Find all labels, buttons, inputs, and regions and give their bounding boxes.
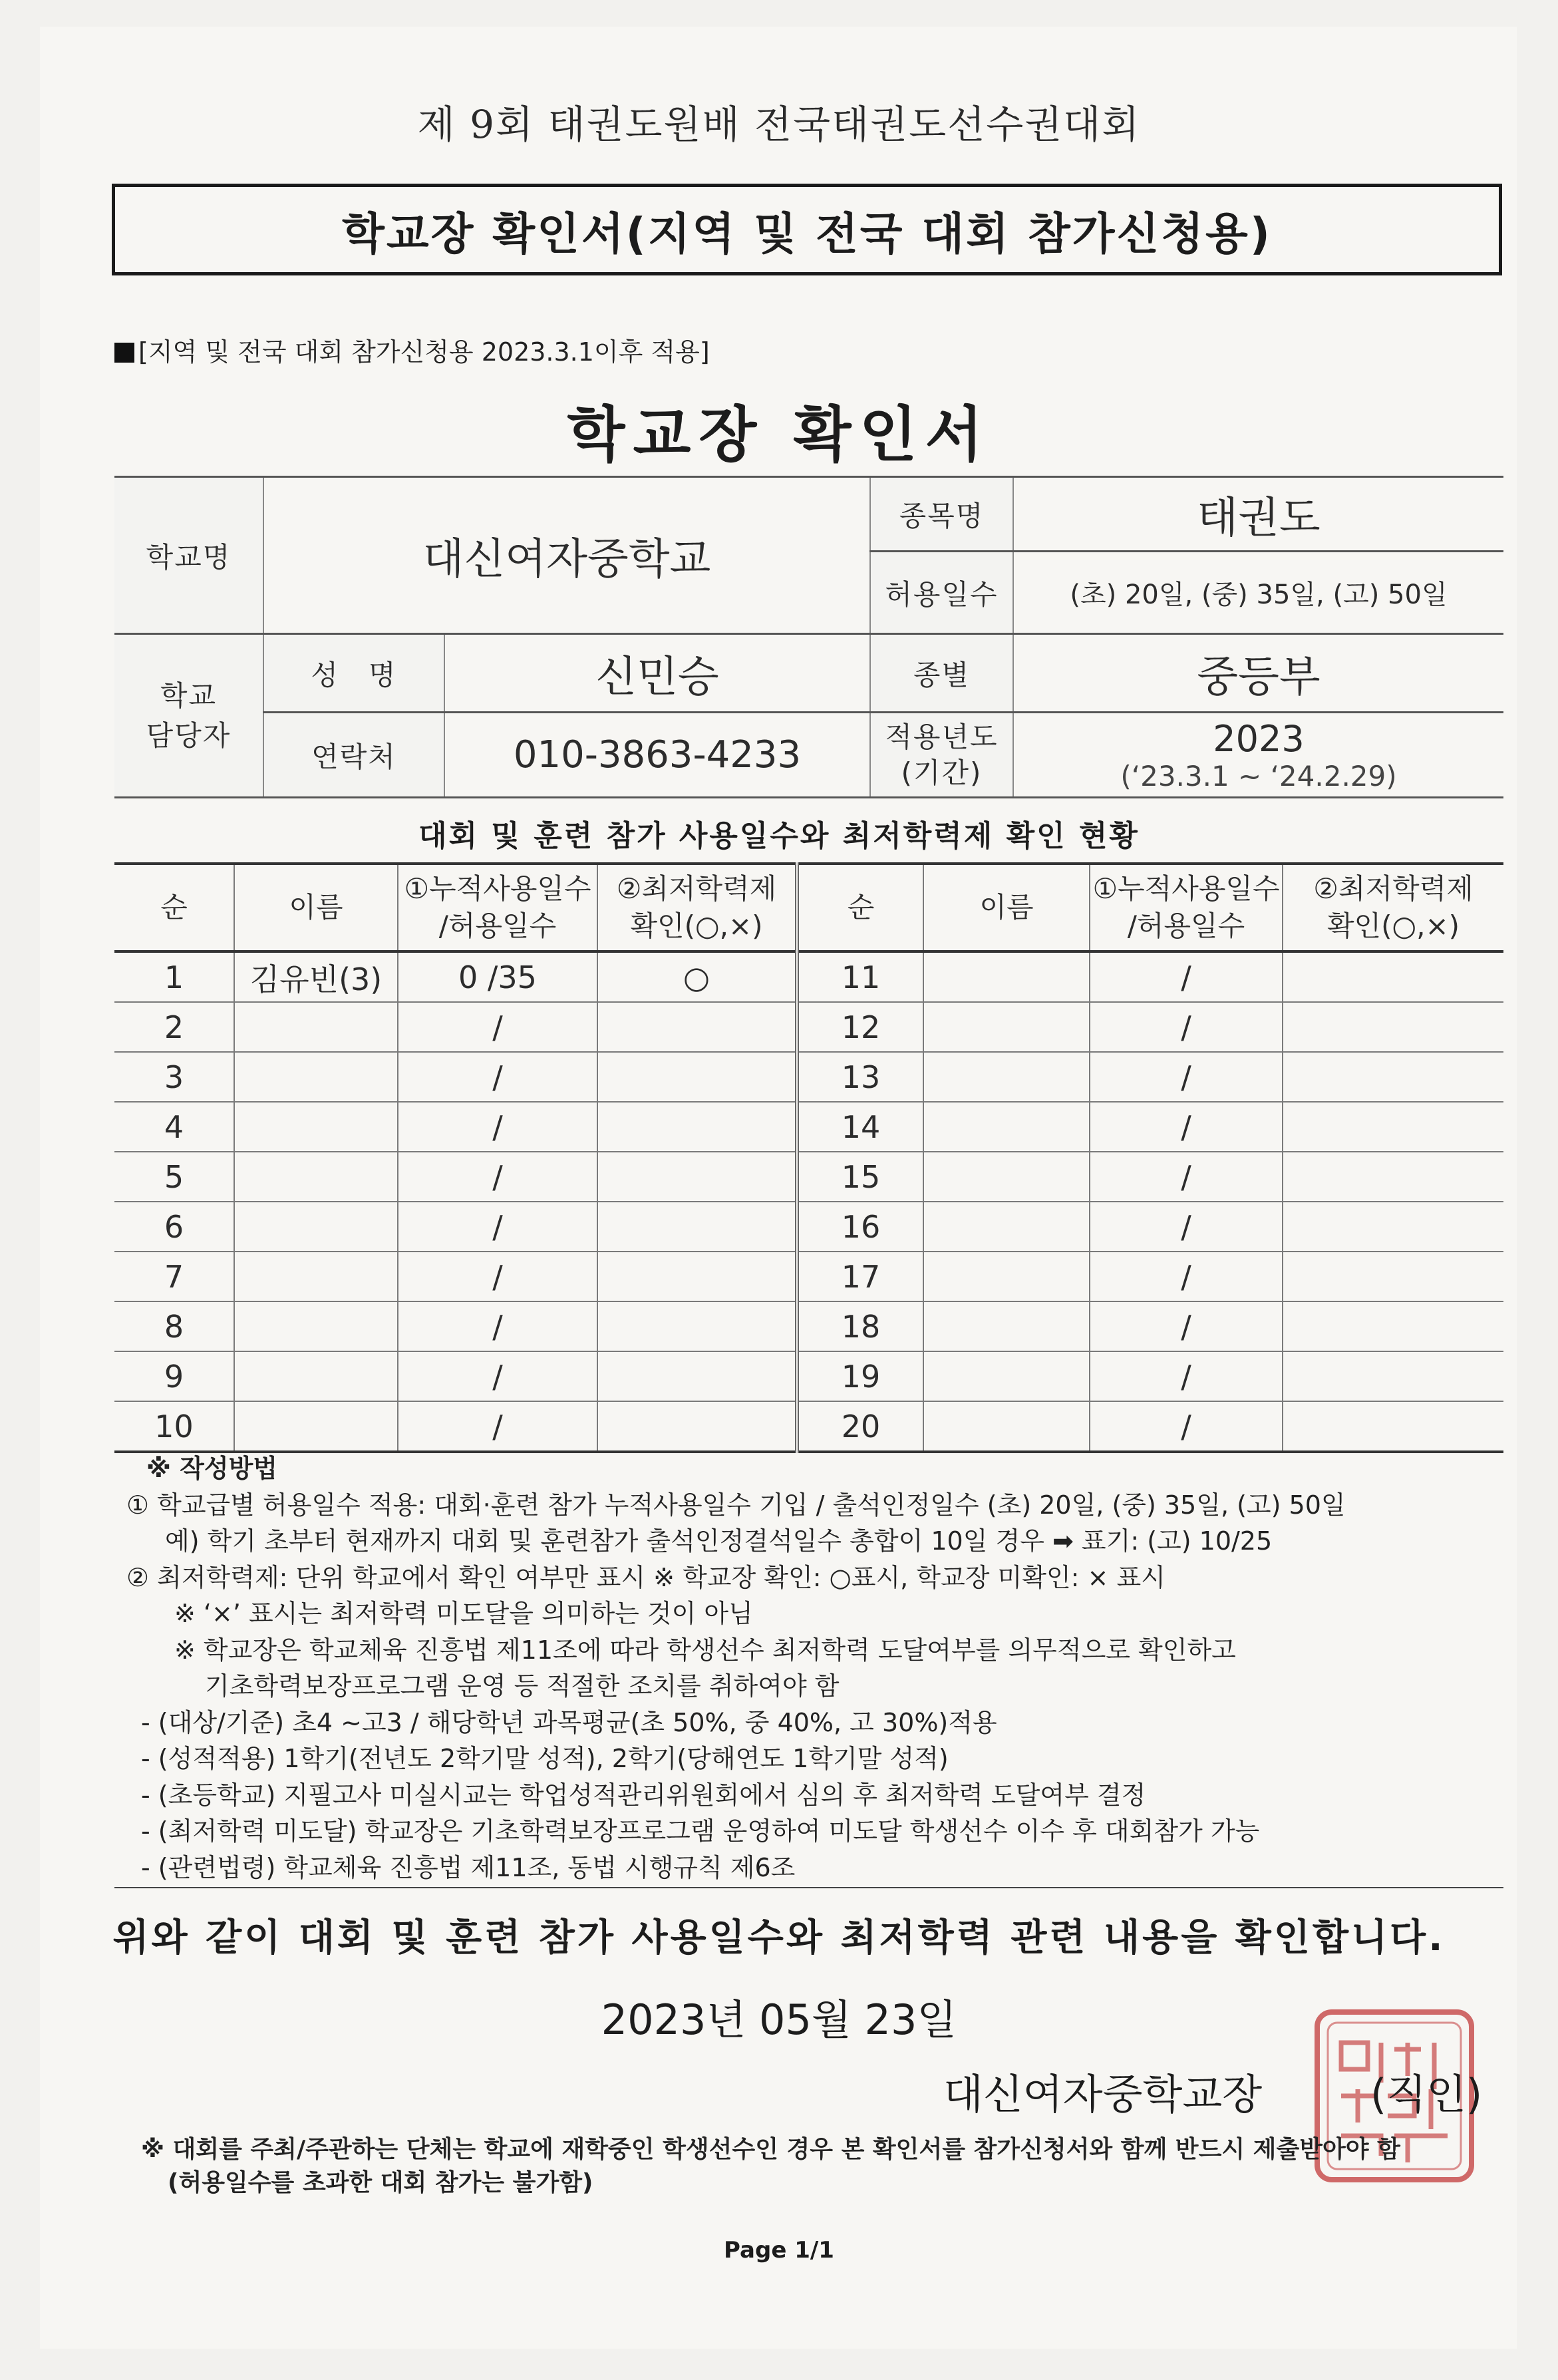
sport-label: 종목명 xyxy=(870,477,1013,552)
days-used: / xyxy=(398,1102,597,1152)
row-number: 5 xyxy=(114,1152,234,1202)
academic-check xyxy=(597,1152,797,1202)
student-name xyxy=(923,1002,1090,1052)
table-row xyxy=(114,951,1503,1002)
student-name xyxy=(923,951,1090,1002)
detail-5: - (관련법령) 학교체육 진흥법 제11조, 동법 시행규칙 제6조 xyxy=(141,1852,796,1882)
academic-check xyxy=(1283,1351,1503,1401)
row-number: 13 xyxy=(797,1052,923,1102)
note-2b-cont: 기초학력보장프로그램 운영 등 적절한 조치를 취하여야 함 xyxy=(205,1671,840,1701)
document-title: 학교장 확인서 xyxy=(567,400,991,470)
row-number: 14 xyxy=(797,1102,923,1152)
student-name xyxy=(923,1401,1090,1452)
notes-heading: ※ 작성방법 xyxy=(146,1454,278,1483)
form-title: 학교장 확인서(지역 및 전국 대회 참가신청용) xyxy=(342,208,1272,259)
allowed-days-value: (초) 20일, (중) 35일, (고) 50일 xyxy=(1013,552,1503,634)
days-used: / xyxy=(1090,1102,1283,1152)
academic-check xyxy=(597,1252,797,1301)
manager-label: 학교 담당자 xyxy=(114,634,263,798)
year-period: (‘23.3.1 ~ ‘24.2.29) xyxy=(1120,759,1397,792)
student-name xyxy=(923,1301,1090,1351)
student-name xyxy=(923,1152,1090,1202)
academic-check xyxy=(597,1301,797,1351)
row-number: 3 xyxy=(114,1052,234,1102)
header-academic: ②최저학력제 확인(○,×) xyxy=(1283,864,1503,951)
table-row xyxy=(114,1351,1503,1401)
row-number: 7 xyxy=(114,1252,234,1301)
page-number: Page 1/1 xyxy=(724,2237,834,2264)
roster-table xyxy=(114,862,1503,1453)
year-label: 적용년도 (기간) xyxy=(870,713,1013,798)
student-name xyxy=(234,1102,398,1152)
days-used: / xyxy=(1090,1351,1283,1401)
table-row xyxy=(114,1102,1503,1152)
instructions xyxy=(126,1450,1510,1886)
footnote xyxy=(141,2133,1400,2200)
student-name xyxy=(234,1002,398,1052)
student-name xyxy=(923,1351,1090,1401)
school-label: 학교명 xyxy=(114,477,263,634)
school-value: 대신여자중학교 xyxy=(263,477,870,634)
row-number: 11 xyxy=(797,951,923,1002)
name-label: 성 명 xyxy=(263,634,444,713)
academic-check xyxy=(597,1052,797,1102)
notice-text: [지역 및 전국 대회 참가신청용 2023.3.1이후 적용] xyxy=(138,337,710,367)
table-row xyxy=(114,1152,1503,1202)
days-used: / xyxy=(1090,1152,1283,1202)
row-number: 2 xyxy=(114,1002,234,1052)
academic-check xyxy=(1283,1152,1503,1202)
table-row xyxy=(114,1252,1503,1301)
row-number: 9 xyxy=(114,1351,234,1401)
table-row xyxy=(114,1052,1503,1102)
academic-check xyxy=(597,1202,797,1252)
square-bullet-icon xyxy=(114,343,134,363)
row-number: 6 xyxy=(114,1202,234,1252)
days-used: / xyxy=(398,1401,597,1452)
contact-label: 연락처 xyxy=(263,713,444,798)
row-number: 16 xyxy=(797,1202,923,1252)
days-used: / xyxy=(398,1002,597,1052)
student-name xyxy=(923,1202,1090,1252)
notice-line xyxy=(114,331,710,368)
name-value: 신민승 xyxy=(444,634,870,713)
event-title: 제 9회 태권도원배 전국태권도선수권대회 xyxy=(417,102,1141,147)
principal-name: 대신여자중학교장 xyxy=(943,2070,1263,2119)
days-used: 0 /35 xyxy=(398,951,597,1002)
academic-check: ○ xyxy=(597,951,797,1002)
header-academic: ②최저학력제 확인(○,×) xyxy=(597,864,797,951)
student-name xyxy=(234,1052,398,1102)
row-number: 10 xyxy=(114,1401,234,1452)
footnote-line-2: (허용일수를 초과한 대회 참가는 불가함) xyxy=(168,2169,593,2196)
sport-value: 태권도 xyxy=(1013,477,1503,552)
row-number: 19 xyxy=(797,1351,923,1401)
student-name xyxy=(234,1202,398,1252)
note-1: ① 학교급별 허용일수 적용: 대회·훈련 참가 누적사용일수 기입 / 출석인정일수 (초) 20일, (중) 35일, (고) 50일 xyxy=(126,1490,1346,1520)
academic-check xyxy=(597,1351,797,1401)
header-name: 이름 xyxy=(234,864,398,951)
academic-check xyxy=(597,1102,797,1152)
academic-check xyxy=(1283,1102,1503,1152)
row-number: 12 xyxy=(797,1002,923,1052)
detail-4: - (최저학력 미도달) 학교장은 기초학력보장프로그램 운영하여 미도달 학생선수 이수 후 대회참가 가능 xyxy=(141,1816,1260,1846)
seal-label: (직인) xyxy=(1370,2070,1483,2119)
days-used: / xyxy=(398,1202,597,1252)
allowed-days-label: 허용일수 xyxy=(870,552,1013,634)
days-used: / xyxy=(398,1252,597,1301)
days-used: / xyxy=(1090,1052,1283,1102)
student-name xyxy=(234,1252,398,1301)
row-number: 15 xyxy=(797,1152,923,1202)
footnote-line-1: ※ 대회를 주최/주관하는 단체는 학교에 재학중인 학생선수인 경우 본 확인서를 참가신청서와 함께 반드시 제출받아야 함 xyxy=(141,2136,1400,2163)
header-name: 이름 xyxy=(923,864,1090,951)
days-used: / xyxy=(1090,1401,1283,1452)
student-name xyxy=(234,1301,398,1351)
academic-check xyxy=(1283,1002,1503,1052)
days-used: / xyxy=(1090,951,1283,1002)
student-name: 김유빈(3) xyxy=(234,951,398,1002)
student-name xyxy=(923,1252,1090,1301)
issue-date: 2023년 05월 23일 xyxy=(601,1995,957,2044)
academic-check xyxy=(1283,1202,1503,1252)
academic-check xyxy=(1283,951,1503,1002)
detail-2: - (성적적용) 1학기(전년도 2학기말 성적), 2학기(당해연도 1학기말 성적) xyxy=(141,1744,949,1773)
header-days: ①누적사용일수 /허용일수 xyxy=(398,864,597,951)
student-name xyxy=(234,1351,398,1401)
days-used: / xyxy=(398,1052,597,1102)
row-number: 20 xyxy=(797,1401,923,1452)
contact-value: 010-3863-4233 xyxy=(444,713,870,798)
confirmation-text: 위와 같이 대회 및 훈련 참가 사용일수와 최저학력 관련 내용을 확인합니다. xyxy=(112,1916,1446,1959)
roster-heading: 대회 및 훈련 참가 사용일수와 최저학력제 확인 현황 xyxy=(418,819,1140,853)
row-number: 18 xyxy=(797,1301,923,1351)
days-used: / xyxy=(1090,1301,1283,1351)
year-cell xyxy=(1013,713,1503,798)
table-row xyxy=(114,1301,1503,1351)
days-used: / xyxy=(1090,1202,1283,1252)
academic-check xyxy=(1283,1052,1503,1102)
year-value: 2023 xyxy=(1213,717,1305,760)
table-row xyxy=(114,1401,1503,1452)
student-name xyxy=(234,1401,398,1452)
table-row xyxy=(114,1202,1503,1252)
division-value: 중등부 xyxy=(1013,634,1503,713)
days-used: / xyxy=(1090,1002,1283,1052)
divider xyxy=(114,1887,1503,1888)
student-name xyxy=(923,1052,1090,1102)
row-number: 17 xyxy=(797,1252,923,1301)
academic-check xyxy=(1283,1301,1503,1351)
student-name xyxy=(923,1102,1090,1152)
academic-check xyxy=(597,1401,797,1452)
detail-1: - (대상/기준) 초4 ~고3 / 해당학년 과목평균(초 50%, 중 40%, 고 30%)적용 xyxy=(141,1707,997,1737)
note-1-example: 예) 학기 초부터 현재까지 대회 및 훈련참가 출석인정결석일수 총합이 10일 경우 ➡ 표기: (고) 10/25 xyxy=(165,1526,1273,1556)
header-no: 순 xyxy=(114,864,234,951)
note-2: ② 최저학력제: 단위 학교에서 확인 여부만 표시 ※ 학교장 확인: ○표시, 학교장 미확인: × 표시 xyxy=(126,1562,1166,1592)
row-number: 8 xyxy=(114,1301,234,1351)
form-title-box xyxy=(112,184,1502,275)
note-2a: ※ ‘×’ 표시는 최저학력 미도달을 의미하는 것이 아님 xyxy=(174,1599,753,1628)
row-number: 4 xyxy=(114,1102,234,1152)
academic-check xyxy=(1283,1252,1503,1301)
info-table xyxy=(114,476,1503,798)
academic-check xyxy=(597,1002,797,1052)
detail-3: - (초등학교) 지필고사 미실시교는 학업성적관리위원회에서 심의 후 최저학력 도달여부 결정 xyxy=(141,1780,1146,1810)
days-used: / xyxy=(398,1301,597,1351)
days-used: / xyxy=(398,1152,597,1202)
note-2b: ※ 학교장은 학교체육 진흥법 제11조에 따라 학생선수 최저학력 도달여부를 의무적으로 확인하고 xyxy=(174,1635,1236,1665)
row-number: 1 xyxy=(114,951,234,1002)
days-used: / xyxy=(398,1351,597,1401)
academic-check xyxy=(1283,1401,1503,1452)
header-no: 순 xyxy=(797,864,923,951)
division-label: 종별 xyxy=(870,634,1013,713)
table-row xyxy=(114,1002,1503,1052)
days-used: / xyxy=(1090,1252,1283,1301)
header-days: ①누적사용일수 /허용일수 xyxy=(1090,864,1283,951)
student-name xyxy=(234,1152,398,1202)
